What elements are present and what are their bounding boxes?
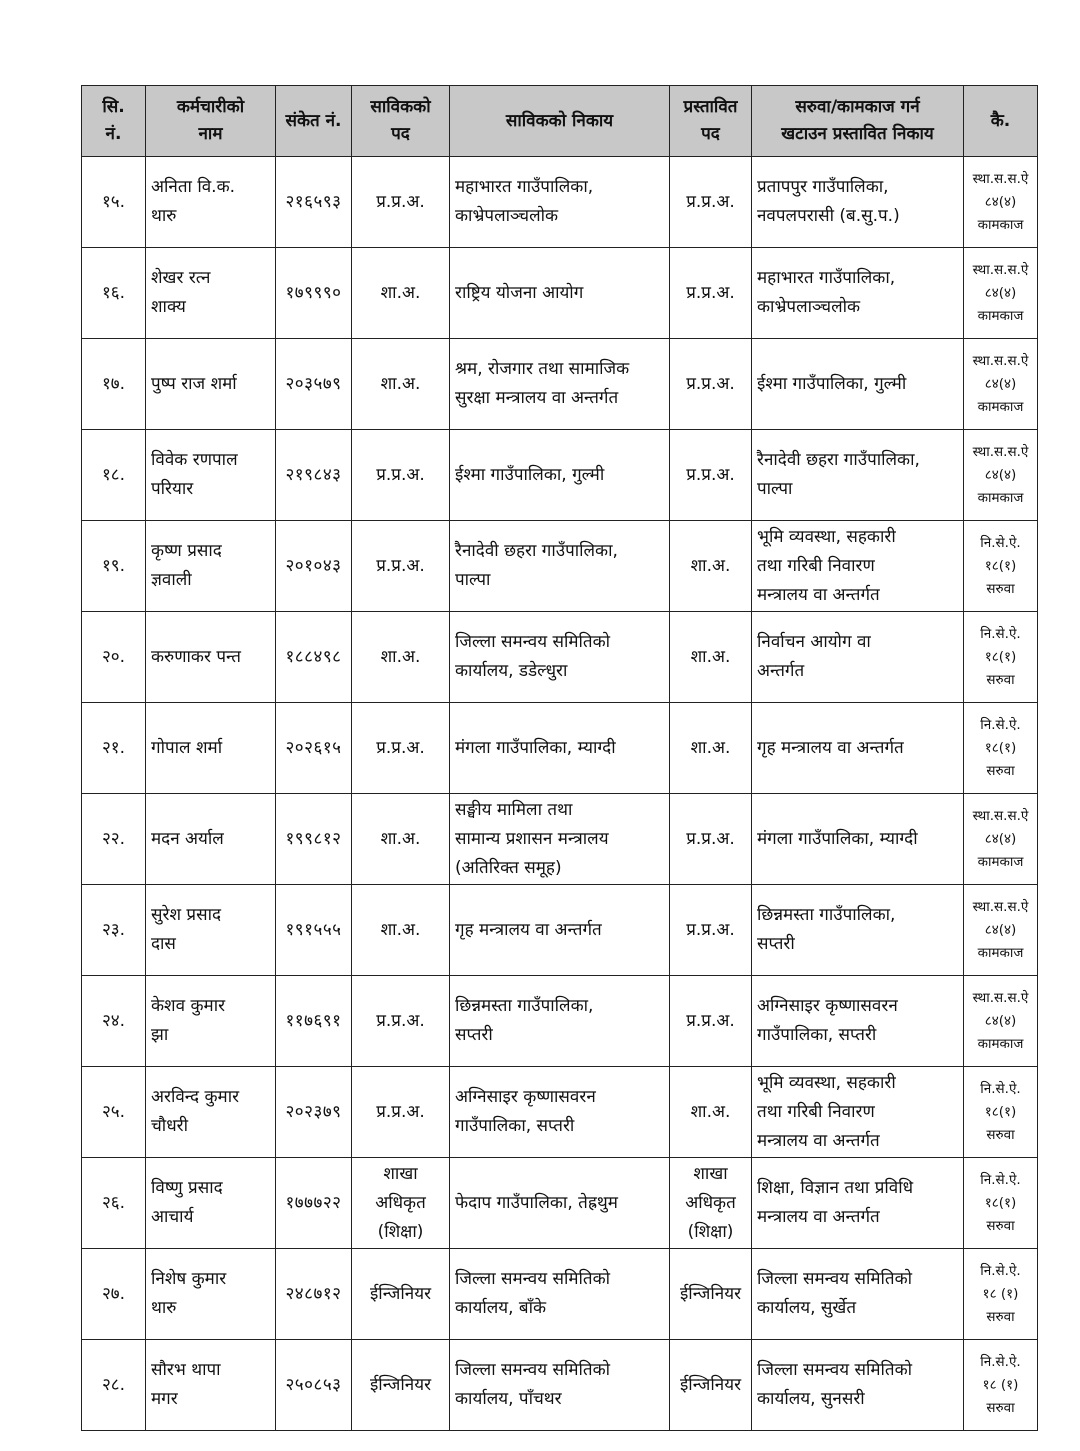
proposed-office-cell-line: छिन्नमस्ता गाउँपालिका, xyxy=(757,905,896,925)
employee-name-cell-line: थारु xyxy=(151,206,177,226)
remarks-cell-line: नि.से.ऐ. xyxy=(980,1171,1021,1188)
remarks-cell-line: १८(१) xyxy=(984,739,1017,756)
former-post-cell-line: ईन्जिनियर xyxy=(369,1283,432,1304)
proposed-post-cell-line: प्र.प्र.अ. xyxy=(686,282,735,303)
remarks-cell-line: नि.से.ऐ. xyxy=(980,716,1021,733)
proposed-post-cell-line: शा.अ. xyxy=(690,555,731,576)
employee-name-cell-line: दास xyxy=(151,934,176,954)
employee-name-cell-line: चौधरी xyxy=(151,1116,189,1136)
header-code xyxy=(276,86,352,157)
remarks-cell xyxy=(964,794,1038,885)
employee-name-cell xyxy=(146,1340,276,1431)
employee-name-cell xyxy=(146,703,276,794)
code-number-cell: २०३५७९ xyxy=(276,339,352,430)
former-office-cell-line: जिल्ला समन्वय समितिको xyxy=(455,1269,611,1289)
header-proposed-post-line: प्रस्तावित xyxy=(683,97,738,117)
former-post-cell xyxy=(352,1158,450,1249)
former-office-cell-line: अग्निसाइर कृष्णासवरन xyxy=(455,1087,596,1107)
proposed-post-cell-line: (शिक्षा) xyxy=(687,1221,734,1242)
employee-name-cell-line: केशव कुमार xyxy=(151,996,226,1016)
remarks-cell-line: १८(१) xyxy=(984,557,1017,574)
proposed-office-cell xyxy=(752,1158,964,1249)
former-office-cell xyxy=(450,703,670,794)
remarks-cell xyxy=(964,521,1038,612)
former-post-cell xyxy=(352,1067,450,1158)
employee-name-cell xyxy=(146,1158,276,1249)
remarks-cell-line: १८(१) xyxy=(984,1194,1017,1211)
remarks-cell-line: सरुवा xyxy=(986,1399,1015,1416)
former-office-cell-line: गृह मन्त्रालय वा अन्तर्गत xyxy=(455,919,602,940)
former-post-cell xyxy=(352,157,450,248)
former-office-cell xyxy=(450,248,670,339)
former-office-cell-line: कार्यालय, पाँचथर xyxy=(455,1389,562,1409)
former-post-cell-line: प्र.प्र.अ. xyxy=(376,555,425,576)
former-office-cell-line: सङ्घीय मामिला तथा xyxy=(455,799,573,820)
former-office-cell xyxy=(450,430,670,521)
remarks-cell-line: सरुवा xyxy=(986,671,1015,688)
remarks-cell xyxy=(964,885,1038,976)
employee-name-cell xyxy=(146,339,276,430)
former-post-cell-line: प्र.प्र.अ. xyxy=(376,191,425,212)
proposed-office-cell-line: पाल्पा xyxy=(757,479,793,499)
proposed-post-cell-line: शा.अ. xyxy=(690,646,731,667)
employee-name-cell-line: शाक्य xyxy=(151,297,186,317)
former-post-cell-line: अधिकृत xyxy=(375,1192,426,1213)
proposed-office-cell-line: कार्यालय, सुनसरी xyxy=(757,1389,865,1409)
employee-name-cell xyxy=(146,976,276,1067)
former-office-cell-line: फेदाप गाउँपालिका, तेह्रथुम xyxy=(455,1192,618,1213)
proposed-office-cell xyxy=(752,157,964,248)
employee-name-cell-line: परियार xyxy=(151,479,194,499)
remarks-cell-line: १८ (१) xyxy=(982,1285,1019,1302)
proposed-office-cell xyxy=(752,1340,964,1431)
proposed-office-cell-line: महाभारत गाउँपालिका, xyxy=(757,268,896,288)
table-row xyxy=(82,612,1038,703)
table-header-row xyxy=(82,86,1038,157)
proposed-post-cell xyxy=(670,794,752,885)
proposed-office-cell xyxy=(752,794,964,885)
remarks-cell-line: स्था.स.स.ऐ xyxy=(972,352,1029,369)
former-office-cell-line: छिन्नमस्ता गाउँपालिका, xyxy=(455,996,594,1016)
employee-name-cell-line: मदन अर्याल xyxy=(151,828,224,849)
proposed-post-cell xyxy=(670,339,752,430)
proposed-post-cell xyxy=(670,1249,752,1340)
proposed-post-cell xyxy=(670,430,752,521)
former-office-cell-line: पाल्पा xyxy=(455,570,491,590)
former-post-cell xyxy=(352,885,450,976)
former-post-cell-line: शा.अ. xyxy=(380,373,421,394)
serial-number-cell: २७. xyxy=(82,1249,146,1340)
transfer-table xyxy=(81,85,1038,1431)
serial-number-cell: १८. xyxy=(82,430,146,521)
table-row xyxy=(82,521,1038,612)
serial-number-cell: २३. xyxy=(82,885,146,976)
employee-name-cell-line: पुष्प राज शर्मा xyxy=(151,373,237,394)
code-number-cell: १७९९९० xyxy=(276,248,352,339)
table-row xyxy=(82,1067,1038,1158)
proposed-office-cell-line: निर्वाचन आयोग वा xyxy=(757,632,871,652)
header-office xyxy=(450,86,670,157)
proposed-office-cell-line: गाउँपालिका, सप्तरी xyxy=(757,1025,877,1045)
former-office-cell-line: श्रम, रोजगार तथा सामाजिक xyxy=(455,359,630,379)
proposed-office-cell-line: मन्त्रालय वा अन्तर्गत xyxy=(757,1130,880,1151)
code-number-cell: २४८७१२ xyxy=(276,1249,352,1340)
proposed-post-cell xyxy=(670,885,752,976)
remarks-cell-line: स्था.स.स.ऐ xyxy=(972,261,1029,278)
remarks-cell xyxy=(964,1340,1038,1431)
employee-name-cell-line: अरविन्द कुमार xyxy=(151,1087,240,1107)
serial-number-cell: २८. xyxy=(82,1340,146,1431)
employee-name-cell-line: विष्णु प्रसाद xyxy=(151,1178,223,1198)
table-row xyxy=(82,703,1038,794)
proposed-office-cell-line: नवपलपरासी (ब.सु.प.) xyxy=(757,206,900,226)
proposed-office-cell-line: शिक्षा, विज्ञान तथा प्रविधि xyxy=(757,1178,914,1198)
employee-name-cell-line: अनिता वि.क. xyxy=(151,177,236,197)
former-post-cell-line: ईन्जिनियर xyxy=(369,1374,432,1395)
employee-name-cell-line: करुणाकर पन्त xyxy=(151,646,241,667)
remarks-cell-line: नि.से.ऐ. xyxy=(980,625,1021,642)
header-remarks xyxy=(964,86,1038,157)
remarks-cell-line: कामकाज xyxy=(977,307,1024,324)
former-office-cell xyxy=(450,794,670,885)
employee-name-cell xyxy=(146,157,276,248)
remarks-cell xyxy=(964,612,1038,703)
header-new-office-line: सरुवा/कामकाज गर्न xyxy=(795,97,920,117)
former-office-cell xyxy=(450,612,670,703)
header-sn-line: नं. xyxy=(105,124,122,144)
remarks-cell-line: स्था.स.स.ऐ xyxy=(972,898,1029,915)
header-remarks-line: कै. xyxy=(990,110,1011,131)
proposed-post-cell-line: प्र.प्र.अ. xyxy=(686,828,735,849)
former-office-cell-line: कार्यालय, बाँके xyxy=(455,1298,547,1318)
former-office-cell-line: सुरक्षा मन्त्रालय वा अन्तर्गत xyxy=(455,388,619,408)
employee-name-cell-line: कृष्ण प्रसाद xyxy=(151,541,222,561)
proposed-post-cell xyxy=(670,248,752,339)
former-office-cell-line: सामान्य प्रशासन मन्त्रालय xyxy=(455,828,609,849)
table-row xyxy=(82,976,1038,1067)
employee-name-cell xyxy=(146,1067,276,1158)
serial-number-cell: २५. xyxy=(82,1067,146,1158)
header-code-line: संकेत नं. xyxy=(285,110,342,131)
employee-name-cell-line: थारु xyxy=(151,1298,177,1318)
proposed-post-cell xyxy=(670,612,752,703)
former-office-cell-line: (अतिरिक्त समूह) xyxy=(455,857,562,878)
employee-name-cell xyxy=(146,794,276,885)
employee-name-cell xyxy=(146,1249,276,1340)
proposed-post-cell xyxy=(670,157,752,248)
proposed-post-cell-line: अधिकृत xyxy=(685,1192,736,1213)
proposed-post-cell-line: ईन्जिनियर xyxy=(679,1374,742,1395)
remarks-cell-line: सरुवा xyxy=(986,762,1015,779)
proposed-office-cell xyxy=(752,339,964,430)
proposed-post-cell-line: प्र.प्र.अ. xyxy=(686,919,735,940)
header-proposed-post-line: पद xyxy=(701,124,720,144)
remarks-cell-line: ८४(४) xyxy=(984,921,1017,938)
employee-name-cell xyxy=(146,430,276,521)
proposed-office-cell xyxy=(752,1067,964,1158)
code-number-cell: १८८४९८ xyxy=(276,612,352,703)
serial-number-cell: १६. xyxy=(82,248,146,339)
proposed-office-cell-line: कार्यालय, सुर्खेत xyxy=(757,1298,857,1318)
proposed-office-cell xyxy=(752,430,964,521)
proposed-post-cell-line: शाखा xyxy=(693,1163,728,1184)
former-post-cell xyxy=(352,976,450,1067)
proposed-post-cell-line: प्र.प्र.अ. xyxy=(686,464,735,485)
former-office-cell-line: जिल्ला समन्वय समितिको xyxy=(455,632,611,652)
proposed-post-cell xyxy=(670,976,752,1067)
header-name-line: नाम xyxy=(198,124,223,144)
former-post-cell-line: प्र.प्र.अ. xyxy=(376,464,425,485)
header-post xyxy=(352,86,450,157)
remarks-cell-line: कामकाज xyxy=(977,398,1024,415)
employee-name-cell-line: सौरभ थापा xyxy=(151,1360,221,1380)
former-post-cell-line: शा.अ. xyxy=(380,282,421,303)
proposed-post-cell-line: शा.अ. xyxy=(690,1101,731,1122)
former-post-cell-line: शाखा xyxy=(383,1163,418,1184)
former-office-cell-line: गाउँपालिका, सप्तरी xyxy=(455,1116,575,1136)
former-post-cell xyxy=(352,1249,450,1340)
proposed-office-cell-line: तथा गरिबी निवारण xyxy=(757,1101,875,1122)
remarks-cell xyxy=(964,339,1038,430)
proposed-office-cell xyxy=(752,521,964,612)
remarks-cell xyxy=(964,976,1038,1067)
remarks-cell-line: स्था.स.स.ऐ xyxy=(972,170,1029,187)
serial-number-cell: १७. xyxy=(82,339,146,430)
proposed-post-cell-line: शा.अ. xyxy=(690,737,731,758)
header-post-line: पद xyxy=(391,124,410,144)
former-post-cell xyxy=(352,430,450,521)
employee-name-cell xyxy=(146,248,276,339)
table-row xyxy=(82,430,1038,521)
proposed-post-cell-line: प्र.प्र.अ. xyxy=(686,373,735,394)
proposed-office-cell xyxy=(752,1249,964,1340)
former-post-cell xyxy=(352,248,450,339)
header-new-office xyxy=(752,86,964,157)
proposed-office-cell xyxy=(752,885,964,976)
remarks-cell-line: सरुवा xyxy=(986,1126,1015,1143)
code-number-cell: २०२३७९ xyxy=(276,1067,352,1158)
employee-name-cell-line: सुरेश प्रसाद xyxy=(151,905,222,925)
remarks-cell xyxy=(964,1249,1038,1340)
employee-name-cell-line: निशेष कुमार xyxy=(151,1269,227,1289)
employee-name-cell xyxy=(146,521,276,612)
remarks-cell-line: कामकाज xyxy=(977,944,1024,961)
former-post-cell xyxy=(352,1340,450,1431)
header-name-line: कर्मचारीको xyxy=(176,97,245,117)
remarks-cell-line: कामकाज xyxy=(977,853,1024,870)
code-number-cell: २१९८४३ xyxy=(276,430,352,521)
former-post-cell-line: प्र.प्र.अ. xyxy=(376,1101,425,1122)
table-row xyxy=(82,157,1038,248)
code-number-cell: २१६५९३ xyxy=(276,157,352,248)
former-office-cell-line: जिल्ला समन्वय समितिको xyxy=(455,1360,611,1380)
code-number-cell: १९९८१२ xyxy=(276,794,352,885)
remarks-cell-line: ८४(४) xyxy=(984,375,1017,392)
proposed-office-cell-line: मन्त्रालय वा अन्तर्गत xyxy=(757,1207,880,1227)
remarks-cell-line: सरुवा xyxy=(986,1217,1015,1234)
serial-number-cell: २६. xyxy=(82,1158,146,1249)
former-office-cell xyxy=(450,1067,670,1158)
remarks-cell xyxy=(964,1067,1038,1158)
former-office-cell xyxy=(450,521,670,612)
former-post-cell xyxy=(352,339,450,430)
table-row xyxy=(82,794,1038,885)
former-office-cell-line: कार्यालय, डडेल्धुरा xyxy=(455,661,568,681)
employee-name-cell-line: शेखर रत्न xyxy=(151,268,211,288)
proposed-post-cell-line: ईन्जिनियर xyxy=(679,1283,742,1304)
proposed-post-cell xyxy=(670,521,752,612)
employee-name-cell-line: गोपाल शर्मा xyxy=(151,737,223,758)
proposed-office-cell-line: प्रतापपुर गाउँपालिका, xyxy=(757,177,889,197)
former-office-cell xyxy=(450,1249,670,1340)
remarks-cell-line: नि.से.ऐ. xyxy=(980,534,1021,551)
former-office-cell-line: राष्ट्रिय योजना आयोग xyxy=(455,282,584,303)
header-sn-line: सि. xyxy=(102,97,125,117)
remarks-cell xyxy=(964,430,1038,521)
employee-name-cell-line: ज्ञवाली xyxy=(151,570,192,590)
serial-number-cell: १९. xyxy=(82,521,146,612)
remarks-cell-line: कामकाज xyxy=(977,489,1024,506)
proposed-office-cell xyxy=(752,248,964,339)
proposed-office-cell-line: जिल्ला समन्वय समितिको xyxy=(757,1269,913,1289)
header-proposed-post xyxy=(670,86,752,157)
employee-name-cell xyxy=(146,885,276,976)
code-number-cell: ११७६९१ xyxy=(276,976,352,1067)
remarks-cell-line: नि.से.ऐ. xyxy=(980,1080,1021,1097)
former-office-cell xyxy=(450,976,670,1067)
proposed-post-cell xyxy=(670,1340,752,1431)
former-office-cell-line: मंगला गाउँपालिका, म्याग्दी xyxy=(455,737,616,758)
remarks-cell xyxy=(964,248,1038,339)
remarks-cell-line: स्था.स.स.ऐ xyxy=(972,443,1029,460)
remarks-cell-line: ८४(४) xyxy=(984,284,1017,301)
remarks-cell-line: सरुवा xyxy=(986,1308,1015,1325)
former-post-cell-line: शा.अ. xyxy=(380,919,421,940)
former-post-cell xyxy=(352,703,450,794)
serial-number-cell: २०. xyxy=(82,612,146,703)
serial-number-cell: १५. xyxy=(82,157,146,248)
code-number-cell: २५०८५३ xyxy=(276,1340,352,1431)
former-post-cell xyxy=(352,794,450,885)
proposed-office-cell xyxy=(752,703,964,794)
former-office-cell-line: ईश्मा गाउँपालिका, गुल्मी xyxy=(455,464,605,485)
header-new-office-line: खटाउन प्रस्तावित निकाय xyxy=(781,124,934,144)
remarks-cell-line: ८४(४) xyxy=(984,1012,1017,1029)
former-office-cell xyxy=(450,157,670,248)
proposed-office-cell xyxy=(752,976,964,1067)
former-office-cell xyxy=(450,1340,670,1431)
employee-name-cell-line: झा xyxy=(151,1025,169,1045)
remarks-cell-line: नि.से.ऐ. xyxy=(980,1262,1021,1279)
serial-number-cell: २१. xyxy=(82,703,146,794)
remarks-cell-line: नि.से.ऐ. xyxy=(980,1353,1021,1370)
code-number-cell: १७७७२२ xyxy=(276,1158,352,1249)
former-post-cell-line: प्र.प्र.अ. xyxy=(376,1010,425,1031)
former-office-cell-line: रैनादेवी छहरा गाउँपालिका, xyxy=(455,541,618,561)
former-post-cell-line: शा.अ. xyxy=(380,646,421,667)
remarks-cell xyxy=(964,703,1038,794)
former-post-cell xyxy=(352,612,450,703)
proposed-post-cell xyxy=(670,1158,752,1249)
remarks-cell-line: १८ (१) xyxy=(982,1376,1019,1393)
proposed-office-cell-line: गृह मन्त्रालय वा अन्तर्गत xyxy=(757,737,904,758)
employee-name-cell-line: मगर xyxy=(151,1389,178,1409)
proposed-office-cell-line: जिल्ला समन्वय समितिको xyxy=(757,1360,913,1380)
remarks-cell-line: कामकाज xyxy=(977,216,1024,233)
proposed-office-cell-line: रैनादेवी छहरा गाउँपालिका, xyxy=(757,450,920,470)
table-body xyxy=(82,157,1038,1431)
code-number-cell: २०१०४३ xyxy=(276,521,352,612)
former-post-cell-line: शा.अ. xyxy=(380,828,421,849)
remarks-cell xyxy=(964,157,1038,248)
proposed-office-cell-line: भूमि व्यवस्था, सहकारी xyxy=(757,1072,896,1093)
remarks-cell-line: ८४(४) xyxy=(984,193,1017,210)
employee-name-cell-line: आचार्य xyxy=(151,1207,194,1227)
remarks-cell-line: ८४(४) xyxy=(984,466,1017,483)
table-row xyxy=(82,1340,1038,1431)
header-sn xyxy=(82,86,146,157)
header-name xyxy=(146,86,276,157)
employee-name-cell-line: विवेक रणपाल xyxy=(151,450,238,470)
remarks-cell-line: स्था.स.स.ऐ xyxy=(972,989,1029,1006)
remarks-cell-line: ८४(४) xyxy=(984,830,1017,847)
proposed-post-cell-line: प्र.प्र.अ. xyxy=(686,1010,735,1031)
proposed-office-cell xyxy=(752,612,964,703)
table-row xyxy=(82,1249,1038,1340)
former-office-cell xyxy=(450,1158,670,1249)
former-office-cell-line: महाभारत गाउँपालिका, xyxy=(455,177,594,197)
proposed-post-cell-line: प्र.प्र.अ. xyxy=(686,191,735,212)
former-office-cell xyxy=(450,885,670,976)
serial-number-cell: २४. xyxy=(82,976,146,1067)
remarks-cell-line: सरुवा xyxy=(986,580,1015,597)
table-row xyxy=(82,885,1038,976)
code-number-cell: २०२६१५ xyxy=(276,703,352,794)
proposed-office-cell-line: मन्त्रालय वा अन्तर्गत xyxy=(757,584,880,605)
proposed-post-cell xyxy=(670,1067,752,1158)
former-post-cell xyxy=(352,521,450,612)
table-row xyxy=(82,1158,1038,1249)
proposed-office-cell-line: अन्तर्गत xyxy=(757,661,805,681)
former-post-cell-line: प्र.प्र.अ. xyxy=(376,737,425,758)
table-row xyxy=(82,248,1038,339)
proposed-office-cell-line: ईश्मा गाउँपालिका, गुल्मी xyxy=(757,373,907,394)
proposed-office-cell-line: भूमि व्यवस्था, सहकारी xyxy=(757,526,896,547)
remarks-cell-line: कामकाज xyxy=(977,1035,1024,1052)
table-row xyxy=(82,339,1038,430)
serial-number-cell: २२. xyxy=(82,794,146,885)
code-number-cell: १९१५५५ xyxy=(276,885,352,976)
proposed-office-cell-line: काभ्रेपलाञ्चलोक xyxy=(757,297,861,317)
proposed-office-cell-line: मंगला गाउँपालिका, म्याग्दी xyxy=(757,828,918,849)
remarks-cell-line: स्था.स.स.ऐ xyxy=(972,807,1029,824)
employee-name-cell xyxy=(146,612,276,703)
former-post-cell-line: (शिक्षा) xyxy=(377,1221,424,1242)
proposed-office-cell-line: सप्तरी xyxy=(757,934,795,954)
remarks-cell-line: १८(१) xyxy=(984,648,1017,665)
proposed-office-cell-line: तथा गरिबी निवारण xyxy=(757,555,875,576)
remarks-cell xyxy=(964,1158,1038,1249)
header-post-line: साविकको xyxy=(370,97,431,117)
former-office-cell xyxy=(450,339,670,430)
remarks-cell-line: १८(१) xyxy=(984,1103,1017,1120)
former-office-cell-line: काभ्रेपलाञ्चलोक xyxy=(455,206,559,226)
header-office-line: साविकको निकाय xyxy=(505,110,614,131)
former-office-cell-line: सप्तरी xyxy=(455,1025,493,1045)
proposed-post-cell xyxy=(670,703,752,794)
proposed-office-cell-line: अग्निसाइर कृष्णासवरन xyxy=(757,996,898,1016)
